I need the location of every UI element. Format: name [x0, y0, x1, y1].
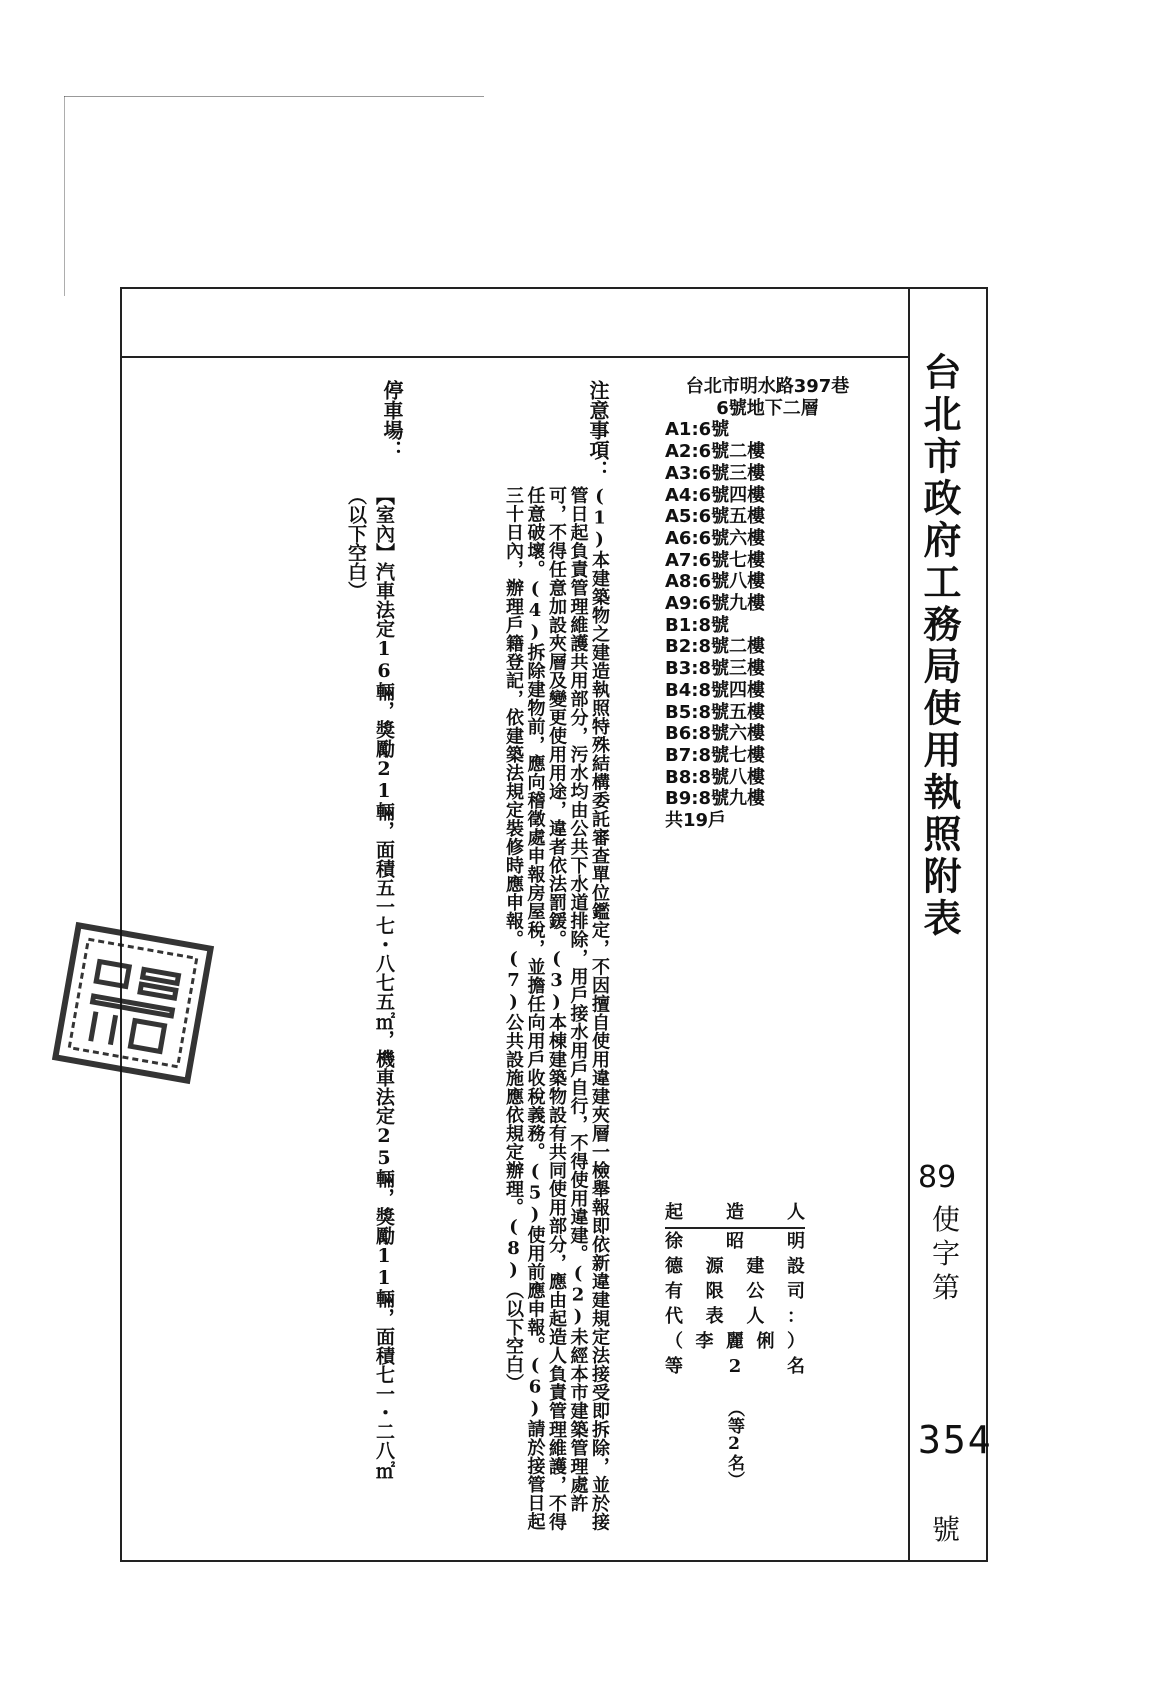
- applicant-char: 有: [665, 1281, 683, 1302]
- applicant-char: 司: [786, 1281, 805, 1302]
- parking-text: 【室內】汽車法定16輛，獎勵21輛，面積五一七・八七五㎡，機車法定25輛，獎勵11輛，面積七一・二八㎡: [373, 486, 395, 1479]
- unit-total: 共19戶: [665, 810, 727, 832]
- unit-item: B8:8號八樓: [665, 766, 765, 788]
- applicant-note: （等2名）: [724, 1400, 744, 1488]
- header-divider: [120, 356, 910, 358]
- applicant-char: 等: [665, 1356, 683, 1377]
- applicant-char: 源: [705, 1256, 724, 1277]
- applicant-char: 人: [746, 1306, 765, 1327]
- applicant-char: 限: [705, 1281, 724, 1302]
- parking-label: 停車場：: [380, 380, 404, 460]
- applicant-char: 名: [787, 1356, 805, 1377]
- unit-item: B6:8號六樓: [665, 723, 765, 745]
- applicant-char: 表: [705, 1306, 724, 1327]
- applicant-char: 麗: [726, 1331, 744, 1352]
- applicant-char: 2: [728, 1356, 742, 1377]
- permit-number: 354: [918, 1418, 993, 1462]
- unit-item: A6:6號六樓: [665, 527, 766, 549]
- unit-item: B7:8號七樓: [665, 744, 765, 766]
- applicant-char: ：: [786, 1306, 805, 1327]
- applicant-char: 李: [695, 1331, 714, 1352]
- permit-word: 字: [932, 1237, 961, 1270]
- applicant-char: 德: [665, 1256, 683, 1277]
- applicant-row: [665, 1304, 805, 1329]
- permit-ordinal: 第: [932, 1271, 961, 1304]
- page-title: 台北市政府工務局使用執照附表: [917, 352, 962, 940]
- scan-artifact-line: [64, 96, 484, 97]
- applicant-row: [665, 1229, 805, 1254]
- title-column-divider: [908, 287, 910, 1562]
- applicant-header-char: 造: [726, 1202, 744, 1223]
- official-stamp-icon: [46, 916, 220, 1090]
- applicant-char: 公: [746, 1281, 765, 1302]
- unit-item: B1:8號: [665, 614, 729, 636]
- applicant-row: [665, 1329, 805, 1354]
- unit-item: A7:6號七樓: [665, 549, 766, 571]
- permit-year: 89: [918, 1160, 957, 1195]
- applicant-char: 俐: [756, 1331, 775, 1352]
- applicant-char: （: [665, 1331, 683, 1352]
- scan-artifact-edge: [64, 96, 65, 296]
- unit-item: A4:6號四樓: [665, 484, 766, 506]
- address-line-1: 台北市明水路397巷: [685, 376, 850, 397]
- unit-item: B9:8號九樓: [665, 788, 765, 810]
- applicant-header-char: 人: [787, 1202, 805, 1223]
- unit-item: A1:6號: [665, 419, 730, 441]
- address-line-2: 6號地下二層: [716, 397, 819, 419]
- permit-type: 使: [932, 1203, 961, 1236]
- unit-item: B5:8號五樓: [665, 701, 765, 723]
- unit-item: A9:6號九樓: [665, 593, 766, 615]
- applicant-header-char: 起: [665, 1202, 683, 1223]
- unit-item: A5:6號五樓: [665, 506, 766, 528]
- applicant-row: [665, 1354, 805, 1379]
- applicant-char: 昭: [726, 1231, 744, 1252]
- applicant-char: 建: [746, 1256, 765, 1277]
- unit-item: B3:8號三樓: [665, 658, 765, 680]
- parking-body: [338, 486, 398, 1546]
- applicant-row: [665, 1254, 805, 1279]
- applicant-char: 設: [786, 1256, 805, 1277]
- applicant-char: ）: [787, 1331, 805, 1352]
- applicant-block: [665, 1200, 805, 1379]
- applicant-char: 明: [787, 1231, 805, 1252]
- permit-suffix: 號: [932, 1513, 961, 1546]
- address-block: [665, 376, 870, 832]
- unit-item: A3:6號三樓: [665, 462, 766, 484]
- notes-label: 注意事項：: [586, 380, 610, 480]
- applicant-header: [665, 1200, 805, 1229]
- unit-item: B2:8號二樓: [665, 636, 765, 658]
- applicant-row: [665, 1279, 805, 1304]
- unit-item: A2:6號二樓: [665, 441, 766, 463]
- parking-end: （以下空白）: [345, 486, 367, 600]
- applicant-char: 徐: [665, 1231, 683, 1252]
- notes-body: (1)本建築物之建造執照特殊結構委託審查單位鑑定，不因擅自使用違建夾層一檢舉報即依新違建規定法接受即拆除，並於接管日起負責管理維護共用部分，污水均由公共下水道排除，用戶接水用戶自行，不得使用違建。(2)未經本市建築管理處許可，不得任意加設夾層及變更使用用途，違者依法罰鍰。(3)本棟建築物設有共同使用部分，應由起造人負責管理維護，不得任意破壞。(4)拆除建物前，應向稽徵處申報房屋稅，並擔任向用戶收稅義務。(5)使用前應申報。(6)請於接管日起三十日內，辦理戶籍登記，依建築法規定裝修時應申報。(7)公共設施應依規定辦理。(8)（以下空白）: [503, 486, 610, 1531]
- unit-item: A8:6號八樓: [665, 571, 766, 593]
- applicant-char: 代: [665, 1306, 683, 1327]
- unit-item: B4:8號四樓: [665, 679, 765, 701]
